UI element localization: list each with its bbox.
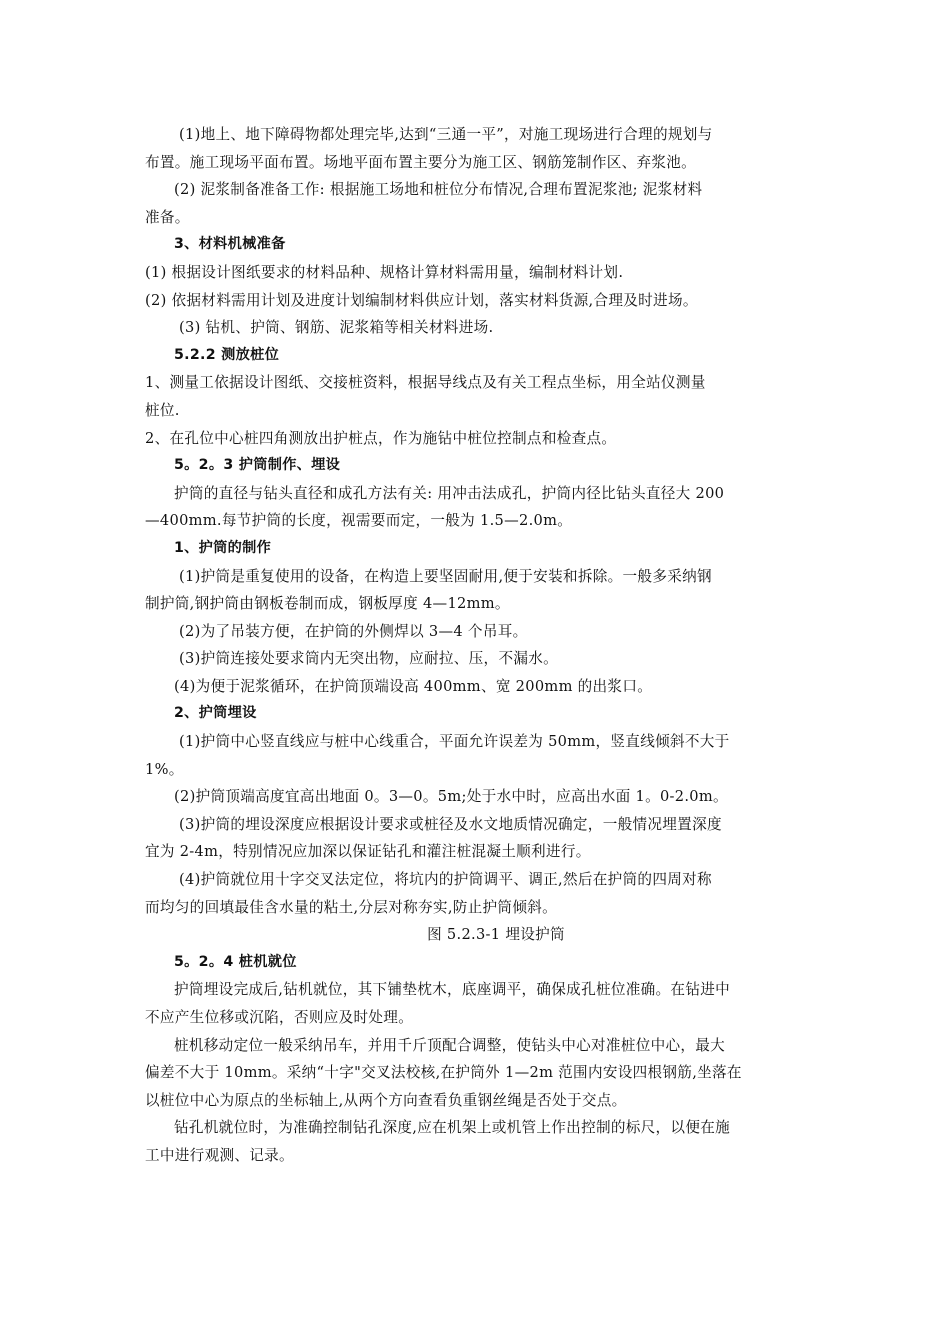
document-body bbox=[145, 121, 807, 1170]
paragraph-line: (1)地上、地下障碍物都处理完毕,达到“三通一平”，对施工现场进行合理的规划与 bbox=[179, 126, 713, 143]
paragraph-line: (4)为便于泥浆循环，在护筒顶端设高 400mm、宽 200mm 的出浆口。 bbox=[174, 677, 653, 695]
paragraph-line: (1) 根据设计图纸要求的材料品种、规格计算材料需用量，编制材料计划. bbox=[145, 263, 624, 281]
paragraph-line: 工中进行观测、记录。 bbox=[145, 1146, 294, 1164]
paragraph-line: 布置。施工现场平面布置。场地平面布置主要分为施工区、钢筋笼制作区、弃浆池。 bbox=[145, 153, 697, 171]
paragraph-line: 而均匀的回填最佳含水量的粘土,分层对称夯实,防止护筒倾斜。 bbox=[145, 898, 558, 916]
paragraph-line: 护筒的直径与钻头直径和成孔方法有关: 用冲击法成孔，护筒内径比钻头直径大 200 bbox=[174, 484, 725, 502]
paragraph-line: 1%。 bbox=[145, 760, 184, 778]
section-heading: 5。2。4 桩机就位 bbox=[174, 953, 297, 970]
paragraph-line: 钻孔机就位时，为准确控制钻孔深度,应在机架上或机管上作出控制的标尺，以便在施 bbox=[174, 1119, 731, 1137]
paragraph-line: (4)护筒就位用十字交叉法定位，将坑内的护筒调平、调正,然后在护筒的四周对称 bbox=[179, 871, 712, 889]
paragraph-line: 不应产生位移或沉陷，否则应及时处理。 bbox=[145, 1009, 414, 1026]
paragraph-line: 1、测量工依据设计图纸、交接桩资料，根据导线点及有关工程点坐标，用全站仪测量 bbox=[145, 374, 706, 392]
paragraph-line: (3)护筒的埋设深度应根据设计要求或桩径及水文地质情况确定，一般情况埋置深度 bbox=[179, 815, 722, 833]
paragraph-line: 护筒埋设完成后,钻机就位，其下铺垫枕木，底座调平，确保成孔桩位准确。在钻进中 bbox=[174, 981, 731, 999]
paragraph-line: (2) 依据材料需用计划及进度计划编制材料供应计划，落实材料货源,合理及时进场。 bbox=[145, 291, 698, 309]
paragraph-line: —400mm.每节护筒的长度，视需要而定，一般为 1.5—2.0m。 bbox=[145, 512, 573, 530]
section-heading: 3、材料机械准备 bbox=[174, 236, 286, 253]
paragraph-line: (2)护筒顶端高度宜高出地面 0。3—0。5m;处于水中时，应高出水面 1。0-2.0m。 bbox=[174, 788, 728, 806]
section-heading: 5.2.2 测放桩位 bbox=[174, 346, 280, 363]
section-heading: 5。2。3 护筒制作、埋设 bbox=[174, 457, 341, 474]
paragraph-line: 2、在孔位中心桩四角测放出护桩点，作为施钻中桩位控制点和检查点。 bbox=[145, 429, 617, 447]
section-heading: 1、护筒的制作 bbox=[174, 539, 272, 556]
section-heading: 2、护筒埋设 bbox=[174, 705, 257, 722]
paragraph-line: 桩机移动定位一般采纳吊车，并用千斤顶配合调整，使钻头中心对准桩位中心，最大 bbox=[174, 1036, 726, 1054]
paragraph-line: (2)为了吊装方便，在护筒的外侧焊以 3—4 个吊耳。 bbox=[179, 622, 528, 640]
paragraph-line: 准备。 bbox=[145, 208, 190, 226]
paragraph-line: (2) 泥浆制备准备工作: 根据施工场地和桩位分布情况,合理布置泥浆池; 泥浆材料 bbox=[174, 181, 703, 199]
paragraph-line: 制护筒,钢护筒由钢板卷制而成，钢板厚度 4—12mm。 bbox=[145, 595, 510, 613]
paragraph-line: (3)护筒连接处要求筒内无突出物，应耐拉、压，不漏水。 bbox=[179, 650, 559, 668]
paragraph-line: 以桩位中心为原点的坐标轴上,从两个方向查看负重钢丝绳是否处于交点。 bbox=[145, 1091, 627, 1109]
paragraph-line: 宜为 2-4m，特别情况应加深以保证钻孔和灌注桩混凝土顺利进行。 bbox=[145, 843, 591, 861]
paragraph-line: 偏差不大于 10mm。采纳“十字"交叉法校核,在护筒外 1—2m 范围内安设四根钢筋,坐落在 bbox=[145, 1064, 742, 1082]
paragraph-line: 桩位. bbox=[145, 401, 180, 419]
paragraph-line: (1)护筒中心竖直线应与桩中心线重合，平面允许误差为 50mm，竖直线倾斜不大于 bbox=[179, 733, 730, 751]
paragraph-line: (3) 钻机、护筒、钢筋、泥浆箱等相关材料进场. bbox=[179, 319, 494, 337]
paragraph-line: (1)护筒是重复使用的设备，在构造上要坚固耐用,便于安装和拆除。一般多采纳钢 bbox=[179, 567, 712, 585]
figure-caption: 图 5.2.3-1 埋设护筒 bbox=[427, 926, 565, 944]
